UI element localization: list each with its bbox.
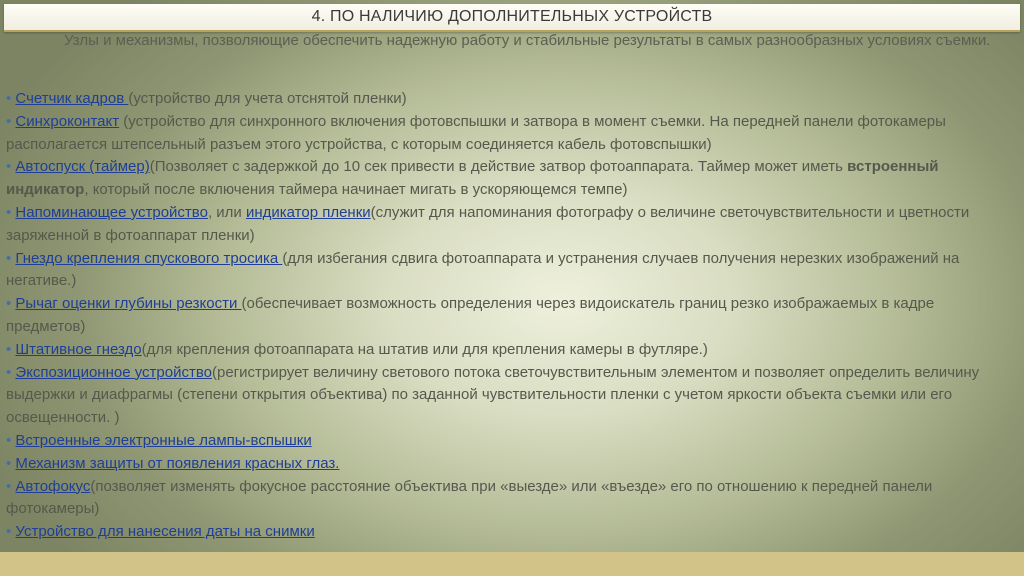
item-description: (служит для напоминания фотографу о величине светочувствительности и цветности заряженной в фотоаппарат пленки) xyxy=(6,203,970,244)
item-link[interactable]: Механизм защиты от появления красных глаз. xyxy=(15,454,340,472)
bullet-icon: • xyxy=(6,295,16,313)
list-item xyxy=(6,293,1006,339)
item-link[interactable]: Встроенные электронные лампы-вспышки xyxy=(15,431,312,449)
item-link[interactable]: индикатор пленки xyxy=(245,203,371,221)
bullet-icon: • xyxy=(6,203,16,221)
item-description: , или xyxy=(207,203,246,221)
item-link[interactable]: Штативное гнездо xyxy=(15,340,142,358)
list-item xyxy=(6,453,1006,476)
item-description: (устройство для синхронного включения фотовспышки и затвора в момент съемки. На передней панели фотокамеры располагается штепсельный разъем этого устройства, с которым соединяется кабель фотовспышки) xyxy=(6,112,946,153)
item-description: , который после включения таймера начинает мигать в ускоряющемся темпе) xyxy=(84,181,628,199)
item-link[interactable]: Напоминающее устройство xyxy=(15,203,208,221)
slide-title: 4. ПО НАЛИЧИЮ ДОПОЛНИТЕЛЬНЫХ УСТРОЙСТВ xyxy=(311,8,713,25)
list-item xyxy=(6,88,1006,111)
device-list xyxy=(6,88,1006,544)
item-bold-text: встроенный индикатор xyxy=(6,158,939,199)
item-description: (для крепления фотоаппарата на штатив или для крепления камеры в футляре.) xyxy=(141,340,708,358)
list-item xyxy=(6,430,1006,453)
item-link[interactable]: Экспозиционное устройство xyxy=(15,363,212,381)
list-item xyxy=(6,111,1006,157)
list-item xyxy=(6,476,1006,522)
item-link[interactable]: Автоспуск (таймер) xyxy=(15,158,150,176)
bullet-icon: • xyxy=(6,112,16,130)
slide-subtitle: Узлы и механизмы, позволяющие обеспечить надежную работу и стабильные результаты в самых разнообразных условиях съемки. xyxy=(64,32,991,49)
list-item xyxy=(6,248,1006,294)
list-item xyxy=(6,156,1006,202)
item-link[interactable]: Гнездо крепления спускового тросика xyxy=(15,249,283,267)
bullet-icon: • xyxy=(6,454,16,472)
item-description: (Позволяет с задержкой до 10 сек привести в действие затвор фотоаппарата. Таймер может иметь xyxy=(149,158,848,176)
item-link[interactable]: Устройство для нанесения даты на снимки xyxy=(15,523,315,541)
list-item xyxy=(6,202,1006,248)
title-bar xyxy=(4,4,1020,32)
item-link[interactable]: Автофокус xyxy=(15,477,91,495)
item-description: (позволяет изменять фокусное расстояние объектива при «выезде» или «въезде» его по отношению к передней панели фотокамеры) xyxy=(6,477,933,518)
item-link[interactable]: Синхроконтакт xyxy=(15,112,120,130)
bullet-icon: • xyxy=(6,90,16,107)
bottom-bar xyxy=(0,552,1024,576)
bullet-icon: • xyxy=(6,158,16,176)
item-description: (обеспечивает возможность определения через видоискатель границ резко изображаемых в кадре предметов) xyxy=(6,295,935,335)
item-link[interactable]: Рычаг оценки глубины резкости xyxy=(15,295,242,313)
bullet-icon: • xyxy=(6,340,16,358)
list-item xyxy=(6,339,1006,362)
bullet-icon: • xyxy=(6,477,16,495)
item-description: (для избегания сдвига фотоаппарата и устранения случаев получения нерезких изображений на негативе.) xyxy=(6,249,960,290)
bullet-icon: • xyxy=(6,431,16,449)
bullet-icon: • xyxy=(6,523,16,541)
bullet-icon: • xyxy=(6,363,16,381)
list-item xyxy=(6,521,1006,544)
item-description: (регистрирует величину светового потока светочувствительным элементом и позволяет определить величину выдержки и диафрагмы (степени открытия объектива) по заданной чувствительности пленки с учетом яркости объекта съемки или его освещенности. ) xyxy=(6,363,980,427)
list-item xyxy=(6,362,1006,430)
item-description: (устройство для учета отснятой пленки) xyxy=(128,90,407,107)
item-link[interactable]: Счетчик кадров xyxy=(15,90,129,107)
bullet-icon: • xyxy=(6,249,16,267)
